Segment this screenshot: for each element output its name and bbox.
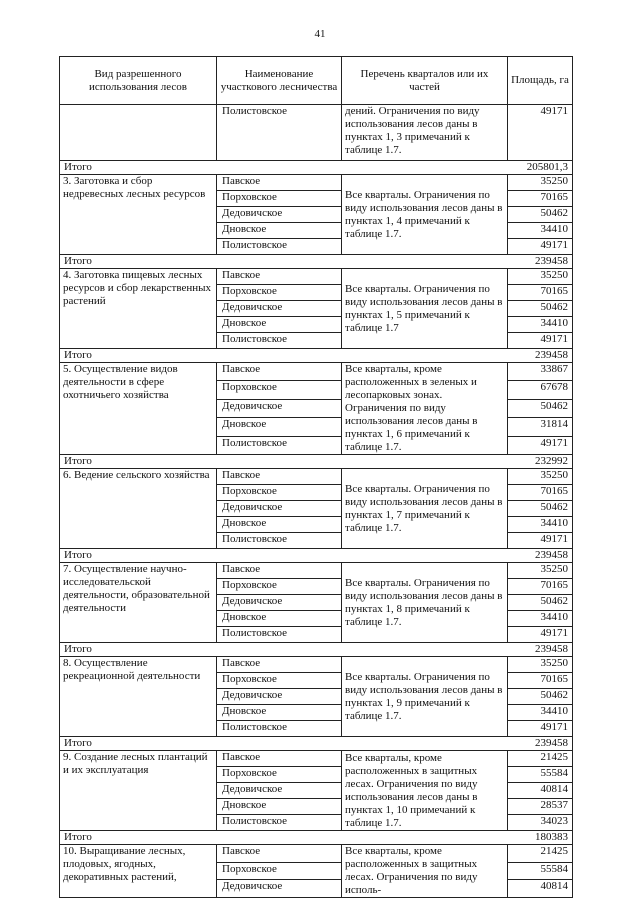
- area-cell: 21425: [508, 751, 573, 767]
- total-label: Итого: [60, 831, 217, 845]
- area-cell: 31814: [508, 418, 573, 436]
- forestry-cell: Порховское: [217, 579, 342, 595]
- area-cell: 70165: [508, 673, 573, 689]
- forestry-cell: Дновское: [217, 223, 342, 239]
- area-cell: 70165: [508, 191, 573, 207]
- kind-cell: 7. Осуществление научно-исследовательской деятельности, образовательной деятельности: [60, 563, 217, 643]
- kind-cell: 6. Ведение сельского хозяйства: [60, 469, 217, 549]
- header-quarters: Перечень кварталов или их частей: [342, 57, 508, 105]
- area-cell: 50462: [508, 595, 573, 611]
- forestry-cell: Полистовское: [217, 239, 342, 255]
- forestry-cell: Дновское: [217, 517, 342, 533]
- area-cell: 34023: [508, 815, 573, 831]
- area-cell: 34410: [508, 611, 573, 627]
- forestry-cell: Павское: [217, 469, 342, 485]
- table-row: [60, 563, 573, 579]
- area-cell: 67678: [508, 381, 573, 399]
- area-cell: 70165: [508, 485, 573, 501]
- forestry-cell: Павское: [217, 175, 342, 191]
- area-cell: 49171: [508, 239, 573, 255]
- total-label: Итого: [60, 255, 217, 269]
- forestry-cell: Дновское: [217, 611, 342, 627]
- total-value: 239458: [508, 643, 573, 657]
- area-cell: 49171: [508, 533, 573, 549]
- forestry-cell: Дедовичское: [217, 595, 342, 611]
- forestry-cell: Дедовичское: [217, 501, 342, 517]
- area-cell: 35250: [508, 657, 573, 673]
- area-cell: 40814: [508, 880, 573, 898]
- forestry-cell: Павское: [217, 363, 342, 381]
- area-cell: 55584: [508, 767, 573, 783]
- quarters-cell: Все кварталы. Ограничения по виду использования лесов даны в пунктах 1, 7 примечаний к таблице 1.7.: [342, 469, 508, 549]
- area-cell: 33867: [508, 363, 573, 381]
- total-label: Итого: [60, 161, 217, 175]
- header-area: Площадь, га: [508, 57, 573, 105]
- kind-cell: 4. Заготовка пищевых лесных ресурсов и сбор лекарственных растений: [60, 269, 217, 349]
- forestry-cell: Дедовичское: [217, 399, 342, 417]
- area-cell: 49171: [508, 627, 573, 643]
- table-body: [60, 105, 573, 898]
- area-cell: 55584: [508, 862, 573, 880]
- forestry-cell: Полистовское: [217, 721, 342, 737]
- area-cell: 49171: [508, 436, 573, 454]
- total-label: Итого: [60, 549, 217, 563]
- area-cell: 70165: [508, 285, 573, 301]
- forestry-cell: Порховское: [217, 862, 342, 880]
- total-label: Итого: [60, 455, 217, 469]
- kind-cell: 3. Заготовка и сбор недревесных лесных ресурсов: [60, 175, 217, 255]
- area-cell: 35250: [508, 269, 573, 285]
- header-forestry: Наименование участкового лесничества: [217, 57, 342, 105]
- kind-cell: 8. Осуществление рекреационной деятельности: [60, 657, 217, 737]
- area-cell: 50462: [508, 207, 573, 223]
- table-row: [60, 175, 573, 191]
- forestry-cell: Порховское: [217, 285, 342, 301]
- table-row: [60, 469, 573, 485]
- forestry-cell: Порховское: [217, 191, 342, 207]
- area-cell: 34410: [508, 517, 573, 533]
- total-value: 239458: [508, 349, 573, 363]
- forestry-cell: Павское: [217, 269, 342, 285]
- area-cell: 50462: [508, 501, 573, 517]
- area-cell: 35250: [508, 175, 573, 191]
- table-row: [60, 269, 573, 285]
- page-number: 41: [314, 28, 326, 40]
- quarters-cell: дений. Ограничения по виду использования лесов даны в пунктах 1, 3 примечаний к таблице 1.7.: [342, 105, 508, 161]
- forestry-cell: Дновское: [217, 317, 342, 333]
- area-cell: 50462: [508, 399, 573, 417]
- area-cell: 70165: [508, 579, 573, 595]
- quarters-cell: Все кварталы. Ограничения по виду использования лесов даны в пунктах 1, 9 примечаний к таблице 1.7.: [342, 657, 508, 737]
- forestry-cell: Дновское: [217, 799, 342, 815]
- total-row: [60, 831, 573, 845]
- forestry-cell: Павское: [217, 845, 342, 863]
- total-value: 205801,3: [508, 161, 573, 175]
- forestry-cell: Порховское: [217, 767, 342, 783]
- forestry-cell: Дедовичское: [217, 301, 342, 317]
- forestry-cell: Дновское: [217, 705, 342, 721]
- total-label: Итого: [60, 737, 217, 751]
- forestry-cell: Дедовичское: [217, 880, 342, 898]
- forestry-cell: Полистовское: [217, 815, 342, 831]
- forestry-cell: Павское: [217, 657, 342, 673]
- area-cell: 21425: [508, 845, 573, 863]
- area-cell: 49171: [508, 721, 573, 737]
- forestry-cell: Дедовичское: [217, 783, 342, 799]
- total-value: 239458: [508, 255, 573, 269]
- total-row: [60, 643, 573, 657]
- area-cell: 35250: [508, 563, 573, 579]
- forestry-cell: Полистовское: [217, 436, 342, 454]
- area-cell: 40814: [508, 783, 573, 799]
- forestry-cell: Полистовское: [217, 627, 342, 643]
- forestry-cell: Дедовичское: [217, 689, 342, 705]
- area-cell: 50462: [508, 301, 573, 317]
- kind-cell: [60, 105, 217, 161]
- total-row: [60, 255, 573, 269]
- total-row: [60, 549, 573, 563]
- forestry-cell: Дедовичское: [217, 207, 342, 223]
- total-row: [60, 161, 573, 175]
- quarters-cell: Все кварталы, кроме расположенных в защитных лесах. Ограничения по виду исполь-: [342, 845, 508, 898]
- table-row: [60, 657, 573, 673]
- area-cell: 28537: [508, 799, 573, 815]
- area-cell: 49171: [508, 105, 573, 161]
- forestry-cell: Порховское: [217, 673, 342, 689]
- quarters-cell: Все кварталы. Ограничения по виду использования лесов даны в пунктах 1, 4 примечаний к таблице 1.7.: [342, 175, 508, 255]
- forestry-cell: Порховское: [217, 485, 342, 501]
- kind-cell: 10. Выращивание лесных, плодовых, ягодных, декоративных растений,: [60, 845, 217, 898]
- area-cell: 34410: [508, 705, 573, 721]
- forestry-cell: Павское: [217, 563, 342, 579]
- total-value: 232992: [508, 455, 573, 469]
- kind-cell: 5. Осуществление видов деятельности в сфере охотничьего хозяйства: [60, 363, 217, 455]
- total-label: Итого: [60, 349, 217, 363]
- total-row: [60, 349, 573, 363]
- table-row: [60, 845, 573, 863]
- table-row: [60, 363, 573, 381]
- total-value: 239458: [508, 549, 573, 563]
- quarters-cell: Все кварталы, кроме расположенных в зеленых и лесопарковых зонах. Ограничения по виду использования лесов даны в пунктах 1, 6 примечаний к таблице 1.7.: [342, 363, 508, 455]
- total-label: Итого: [60, 643, 217, 657]
- forestry-cell: Порховское: [217, 381, 342, 399]
- quarters-cell: Все кварталы. Ограничения по виду использования лесов даны в пунктах 1, 8 примечаний к таблице 1.7.: [342, 563, 508, 643]
- forestry-cell: Полистовское: [217, 333, 342, 349]
- area-cell: 50462: [508, 689, 573, 705]
- forestry-cell: Дновское: [217, 418, 342, 436]
- area-cell: 35250: [508, 469, 573, 485]
- area-cell: 34410: [508, 223, 573, 239]
- table-row: [60, 751, 573, 767]
- table-row: [60, 105, 573, 161]
- total-row: [60, 455, 573, 469]
- total-value: 180383: [508, 831, 573, 845]
- forestry-cell: Павское: [217, 751, 342, 767]
- kind-cell: 9. Создание лесных плантаций и их эксплуатация: [60, 751, 217, 831]
- quarters-cell: Все кварталы, кроме расположенных в защитных лесах. Ограничения по виду использования лесов даны в пунктах 1, 10 примечаний к таблице 1.7.: [342, 751, 508, 831]
- area-cell: 49171: [508, 333, 573, 349]
- area-cell: 34410: [508, 317, 573, 333]
- total-row: [60, 737, 573, 751]
- forestry-cell: Полистовское: [217, 105, 342, 161]
- quarters-cell: Все кварталы. Ограничения по виду использования лесов даны в пунктах 1, 5 примечаний к таблице 1.7: [342, 269, 508, 349]
- header-kind: Вид разрешенного использования лесов: [60, 57, 217, 105]
- forest-use-table: [59, 56, 573, 898]
- total-value: 239458: [508, 737, 573, 751]
- forestry-cell: Полистовское: [217, 533, 342, 549]
